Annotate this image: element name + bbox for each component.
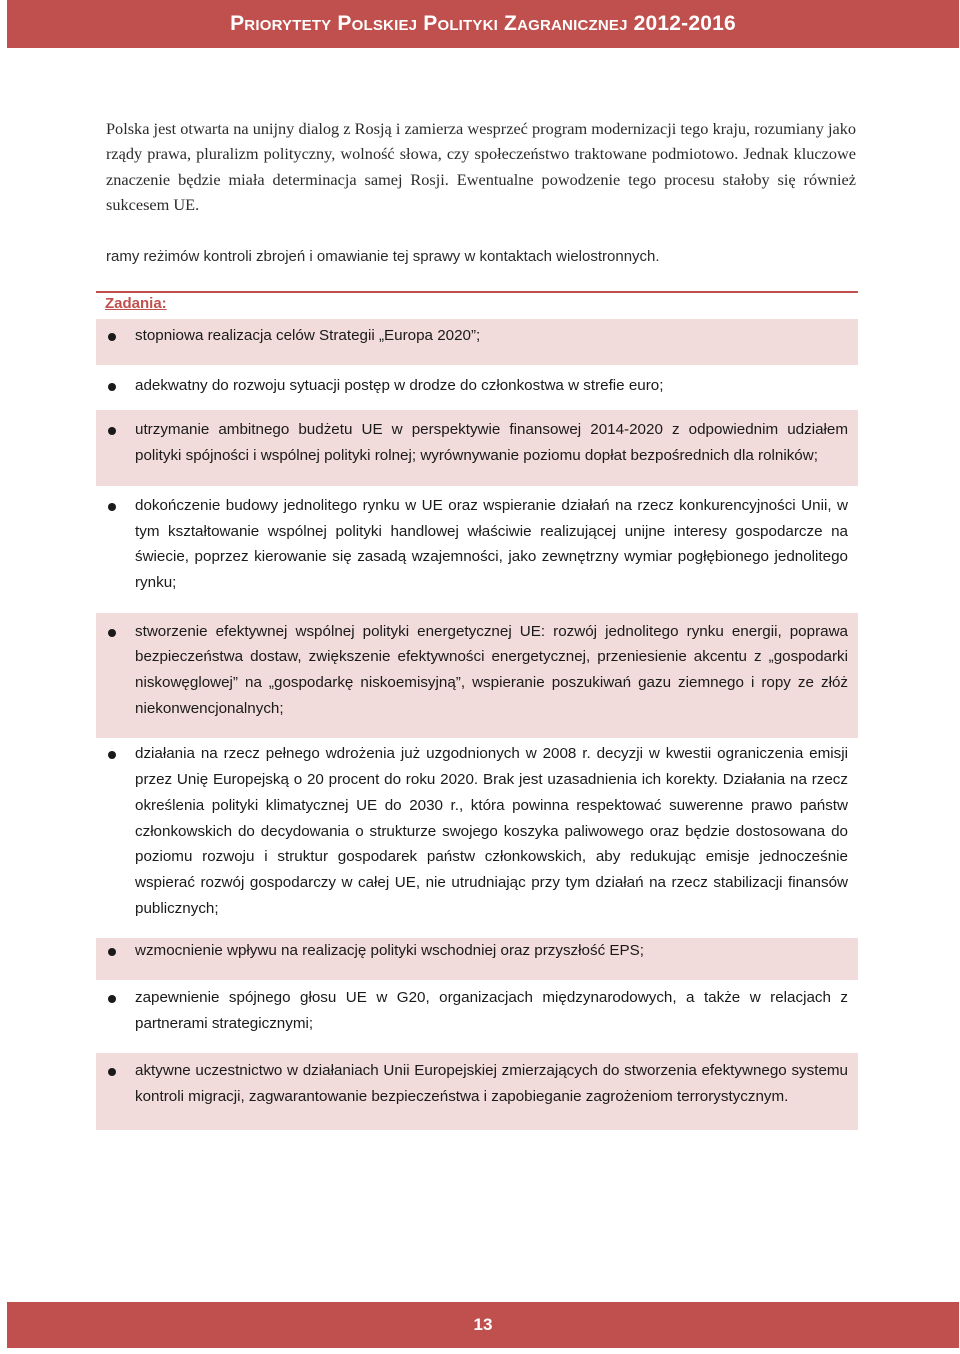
task-text: działania na rzecz pełnego wdrożenia już uzgodnionych w 2008 r. decyzji w kwestii ograniczenia emisji przez Unię Europejską o 20 procent do roku 2020. Brak jest uzasadnienia ich korekty. Działania na rzecz określenia polityki klimatycznej UE do 2030 r., która powinna respektować suwerenne prawo państw członkowskich do decydowania o strukturze swojego koszyka paliwowego oraz będzie dostosowana do poziomu rozwoju i struktur gospodarek państw członkowskich, aby redukując emisje jednocześnie wspierać rozwój gospodarczy w całej UE, nie utrudniając przy tym działań na rzecz stabilizacji finansów publicznych; [135, 745, 848, 917]
bullet-icon [108, 427, 116, 435]
bullet-icon [108, 333, 116, 341]
task-item [96, 365, 858, 411]
task-text: dokończenie budowy jednolitego rynku w UE oraz wspieranie działań na rzecz konkurencyjności Unii, w tym kształtowanie wspólnej polityki handlowej właściwie realizującej unijne interesy gospodarcze na świecie, poprzez kierowanie się zasadą wzajemności, jako zewnętrzny wymiar pogłębionego jednolitego rynku; [135, 496, 848, 591]
bullet-icon [108, 629, 116, 637]
page-header [7, 0, 959, 48]
task-item [96, 1053, 858, 1129]
task-item [96, 938, 858, 980]
bullet-icon [108, 383, 116, 391]
task-item [96, 613, 858, 739]
task-item [96, 980, 858, 1053]
bullet-icon [108, 751, 116, 759]
task-text: adekwatny do rozwoju sytuacji postęp w drodze do członkostwa w strefie euro; [135, 376, 664, 394]
page-footer [7, 1302, 959, 1348]
tasks-heading: Zadania: [105, 295, 167, 312]
task-text: stopniowa realizacja celów Strategii „Europa 2020”; [135, 327, 481, 344]
task-item [96, 319, 858, 365]
task-item [96, 486, 858, 613]
task-text: utrzymanie ambitnego budżetu UE w perspektywie finansowej 2014-2020 z odpowiednim udziałem polityki spójności i wspólnej polityki rolnej; wyrównywanie poziomu dopłat bezpośrednich dla rolników; [135, 421, 848, 465]
bullet-icon [108, 1068, 116, 1076]
bullet-icon [108, 995, 116, 1003]
header-title: Priorytety Polskiej Polityki Zagranicznej 2012-2016 [230, 12, 736, 35]
task-text: stworzenie efektywnej wspólnej polityki energetycznej UE: rozwój jednolitego rynku energii, poprawa bezpieczeństwa dostaw, zwiększenie efektywności energetycznej, przeniesienie akcentu z „gospodarki niskowęglowej” na „gospodarkę niskoemisyjną”, wspieranie poszukiwań gazu ziemnego i ropy ze złóż niekonwencjonalnych; [135, 622, 848, 717]
task-text: zapewnienie spójnego głosu UE w G20, organizacjach międzynarodowych, a także w relacjach z partnerami strategicznymi; [135, 989, 848, 1032]
bullet-icon [108, 948, 116, 956]
intro-paragraph: Polska jest otwarta na unijny dialog z Rosją i zamierza wesprzeć program modernizacji tego kraju, rozumiany jako rządy prawa, pluralizm polityczny, wolność słowa, czy społeczeństwo traktowane podmiotowo. Jednak kluczowe znaczenie będzie miała determinacja samej Rosji. Ewentualne powodzenie tego procesu stałoby się również sukcesem UE. [106, 119, 856, 214]
bullet-icon [108, 503, 116, 511]
task-item [96, 738, 858, 938]
task-text: aktywne uczestnictwo w działaniach Unii Europejskiej zmierzających do stworzenia efektywnego systemu kontroli migracji, zagwarantowanie bezpieczeństwa i zapobieganie zagrożeniom terrorystycznym. [135, 1062, 848, 1106]
task-text: wzmocnienie wpływu na realizację polityki wschodniej oraz przyszłość EPS; [135, 942, 644, 960]
ramy-paragraph: ramy reżimów kontroli zbrojeń i omawianie tej sprawy w kontaktach wielostronnych. [106, 248, 660, 265]
page-number: 13 [473, 1315, 493, 1334]
task-item [96, 410, 858, 485]
tasks-box [96, 291, 858, 1130]
